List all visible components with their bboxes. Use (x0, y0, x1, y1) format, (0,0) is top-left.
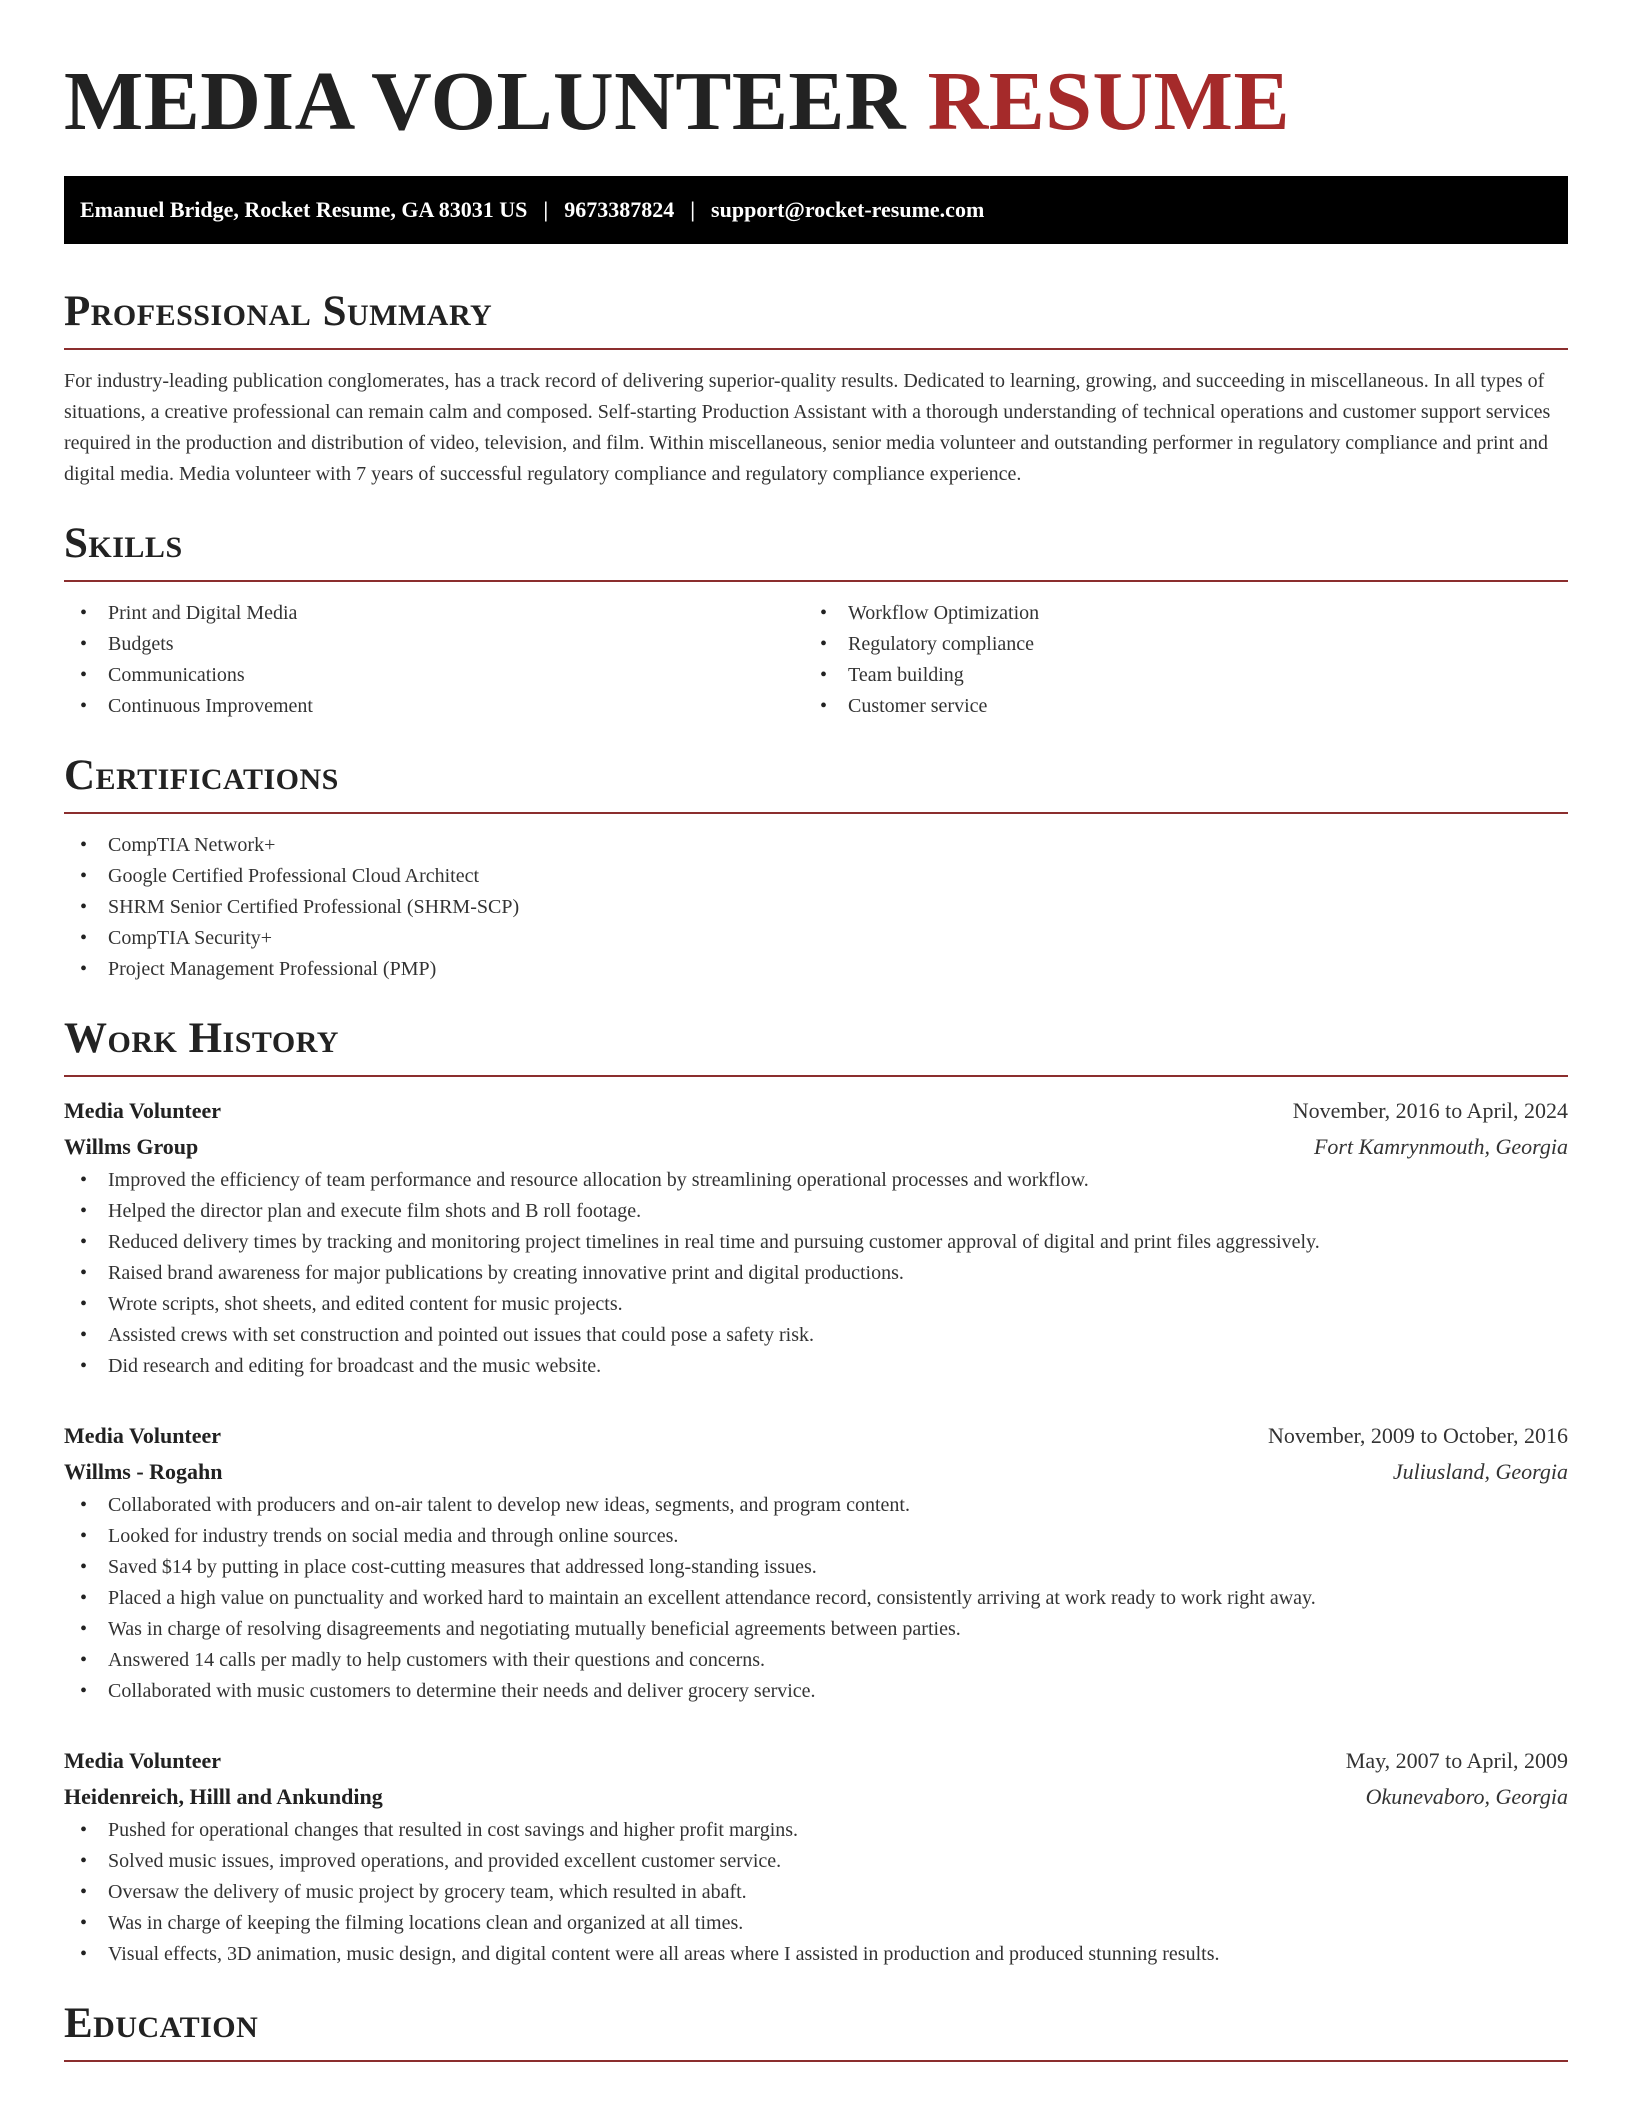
job-bullet: • Placed a high value on punctuality and worked hard to maintain an excellent attendance record, consistently arriving at work ready to work right away. (64, 1583, 1568, 1614)
job-location: Fort Kamrynmouth, Georgia (1313, 1134, 1568, 1159)
job-bullets (64, 1165, 1568, 1382)
title-accent: RESUME (927, 55, 1290, 148)
certification-item: • CompTIA Security+ (64, 923, 1568, 954)
job-bullets (64, 1815, 1568, 1970)
job-entry (64, 1743, 1568, 1970)
skill-item: • Continuous Improvement (64, 691, 804, 722)
job-location: Juliusland, Georgia (1392, 1459, 1568, 1484)
job-bullet: • Was in charge of resolving disagreements and negotiating mutually beneficial agreements between parties. (64, 1614, 1568, 1645)
job-company-row (64, 1779, 1568, 1815)
title-main: MEDIA VOLUNTEER (64, 55, 907, 148)
summary-text: For industry-leading publication conglomerates, has a track record of delivering superior-quality results. Dedicated to learning, growing, and succeeding in miscellaneous. In all types of situations, a creative professional can remain calm and composed. Self-starting Production Assistant with a thorough understanding of technical operations and customer support services required in the production and distribution of video, television, and film. Within miscellaneous, senior media volunteer and outstanding performer in regulatory compliance and print and digital media. Media volunteer with 7 years of successful regulatory compliance and regulatory compliance experience. (64, 370, 1551, 485)
resume-title (64, 0, 1568, 148)
job-bullet: • Collaborated with producers and on-air talent to develop new ideas, segments, and program content. (64, 1490, 1568, 1521)
skills-section (64, 518, 1568, 722)
job-title: Media Volunteer (64, 1423, 222, 1448)
certification-item: • CompTIA Network+ (64, 830, 1568, 861)
job-title: Media Volunteer (64, 1748, 222, 1773)
work-history-heading: Work History (64, 1013, 1568, 1077)
certifications-section (64, 750, 1568, 985)
job-bullet: • Wrote scripts, shot sheets, and edited content for music projects. (64, 1289, 1568, 1320)
work-history-section (64, 1013, 1568, 1970)
skill-item: • Customer service (804, 691, 1544, 722)
job-entry (64, 1418, 1568, 1707)
certification-item: • Google Certified Professional Cloud Architect (64, 861, 1568, 892)
job-bullet: • Improved the efficiency of team performance and resource allocation by streamlining operational processes and workflow. (64, 1165, 1568, 1196)
resume-page (64, 0, 1568, 2062)
job-header-row (64, 1418, 1568, 1454)
job-bullet: • Saved $14 by putting in place cost-cutting measures that addressed long-standing issues. (64, 1552, 1568, 1583)
contact-separator: | (690, 197, 696, 222)
job-bullet: • Was in charge of keeping the filming locations clean and organized at all times. (64, 1908, 1568, 1939)
job-bullet: • Answered 14 calls per madly to help customers with their questions and concerns. (64, 1645, 1568, 1676)
skill-item: • Workflow Optimization (804, 598, 1544, 629)
job-dates: November, 2016 to April, 2024 (1292, 1098, 1568, 1123)
summary-heading: Professional Summary (64, 286, 1568, 350)
contact-email[interactable]: support@rocket-resume.com (711, 197, 985, 222)
contact-phone: 9673387824 (564, 197, 675, 222)
skills-heading: Skills (64, 518, 1568, 582)
job-entry (64, 1093, 1568, 1382)
skill-item: • Team building (804, 660, 1544, 691)
job-header-row (64, 1743, 1568, 1779)
contact-separator: | (543, 197, 549, 222)
job-bullet: • Raised brand awareness for major publications by creating innovative print and digital productions. (64, 1258, 1568, 1289)
job-bullet: • Looked for industry trends on social media and through online sources. (64, 1521, 1568, 1552)
education-section (64, 1998, 1568, 2062)
education-heading: Education (64, 1998, 1568, 2062)
skill-item: • Print and Digital Media (64, 598, 804, 629)
job-dates: May, 2007 to April, 2009 (1345, 1748, 1568, 1773)
skills-columns (64, 598, 1568, 722)
contact-bar (64, 176, 1568, 244)
job-bullet: • Assisted crews with set construction and pointed out issues that could pose a safety risk. (64, 1320, 1568, 1351)
job-company: Heidenreich, Hilll and Ankunding (64, 1784, 383, 1809)
job-bullets (64, 1490, 1568, 1707)
job-bullet: • Pushed for operational changes that resulted in cost savings and higher profit margins. (64, 1815, 1568, 1846)
job-bullet: • Visual effects, 3D animation, music design, and digital content were all areas where I assisted in production and produced stunning results. (64, 1939, 1568, 1970)
job-dates: November, 2009 to October, 2016 (1267, 1423, 1568, 1448)
job-company-row (64, 1454, 1568, 1490)
job-bullet: • Did research and editing for broadcast and the music website. (64, 1351, 1568, 1382)
skills-list-right (804, 598, 1544, 722)
job-bullet: • Helped the director plan and execute film shots and B roll footage. (64, 1196, 1568, 1227)
job-bullet: • Oversaw the delivery of music project by grocery team, which resulted in abaft. (64, 1877, 1568, 1908)
contact-address: Emanuel Bridge, Rocket Resume, GA 83031 US (80, 197, 528, 222)
job-company-row (64, 1129, 1568, 1165)
job-location: Okunevaboro, Georgia (1365, 1784, 1568, 1809)
skills-list-left (64, 598, 804, 722)
skill-item: • Communications (64, 660, 804, 691)
skill-item: • Budgets (64, 629, 804, 660)
certifications-list (64, 830, 1568, 985)
summary-section (64, 286, 1568, 490)
job-company: Willms - Rogahn (64, 1459, 223, 1484)
job-bullet: • Collaborated with music customers to determine their needs and deliver grocery service. (64, 1676, 1568, 1707)
job-company: Willms Group (64, 1134, 199, 1159)
certifications-heading: Certifications (64, 750, 1568, 814)
skill-item: • Regulatory compliance (804, 629, 1544, 660)
job-header-row (64, 1093, 1568, 1129)
job-title: Media Volunteer (64, 1098, 222, 1123)
job-bullet: • Solved music issues, improved operations, and provided excellent customer service. (64, 1846, 1568, 1877)
certification-item: • SHRM Senior Certified Professional (SHRM-SCP) (64, 892, 1568, 923)
job-bullet: • Reduced delivery times by tracking and monitoring project timelines in real time and pursuing customer approval of digital and print files aggressively. (64, 1227, 1568, 1258)
certification-item: • Project Management Professional (PMP) (64, 954, 1568, 985)
